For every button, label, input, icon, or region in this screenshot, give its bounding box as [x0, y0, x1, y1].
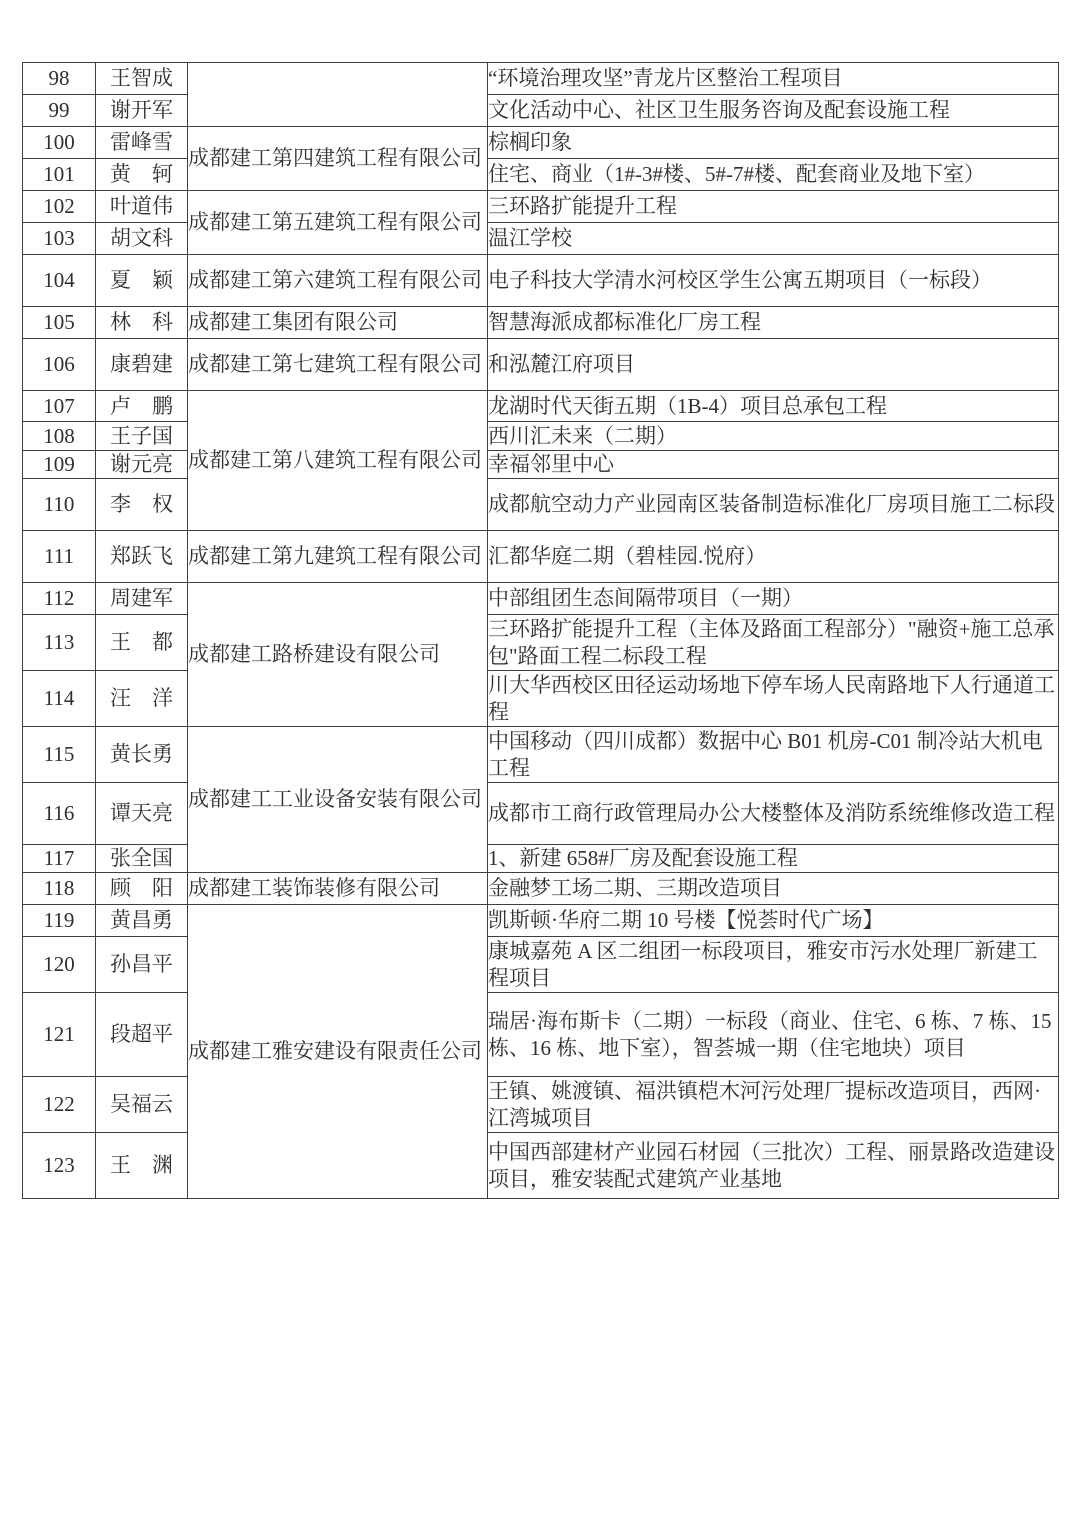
person-name-cell: 李 权	[96, 479, 188, 531]
project-name-cell: 王镇、姚渡镇、福洪镇桤木河污处理厂提标改造项目，西网·江湾城项目	[488, 1077, 1059, 1133]
table-row	[23, 615, 1059, 671]
table-row	[23, 1077, 1059, 1133]
person-name-cell: 林 科	[96, 307, 188, 339]
row-number-cell: 117	[23, 845, 96, 873]
project-name-cell: 智慧海派成都标准化厂房工程	[488, 307, 1059, 339]
row-number-cell: 113	[23, 615, 96, 671]
person-name-cell: 王 都	[96, 615, 188, 671]
company-name-cell: 成都建工第九建筑工程有限公司	[188, 531, 488, 583]
projects-table	[22, 62, 1059, 1199]
person-name-cell: 卢 鹏	[96, 391, 188, 422]
project-name-cell: 文化活动中心、社区卫生服务咨询及配套设施工程	[488, 95, 1059, 127]
person-name-cell: 康碧建	[96, 339, 188, 391]
table-row	[23, 339, 1059, 391]
table-row	[23, 783, 1059, 845]
row-number-cell: 119	[23, 905, 96, 937]
project-name-cell: 温江学校	[488, 223, 1059, 255]
table-row	[23, 223, 1059, 255]
person-name-cell: 顾 阳	[96, 873, 188, 905]
company-name-cell: 成都建工第八建筑工程有限公司	[188, 391, 488, 531]
table-row	[23, 307, 1059, 339]
table-row	[23, 255, 1059, 307]
row-number-cell: 111	[23, 531, 96, 583]
project-name-cell: 西川汇未来（二期）	[488, 422, 1059, 451]
table-row	[23, 451, 1059, 479]
row-number-cell: 112	[23, 583, 96, 615]
project-name-cell: 汇都华庭二期（碧桂园.悦府）	[488, 531, 1059, 583]
project-name-cell: 龙湖时代天街五期（1B-4）项目总承包工程	[488, 391, 1059, 422]
project-name-cell: 电子科技大学清水河校区学生公寓五期项目（一标段）	[488, 255, 1059, 307]
project-name-cell: 幸福邻里中心	[488, 451, 1059, 479]
person-name-cell: 汪 洋	[96, 671, 188, 727]
person-name-cell: 王子国	[96, 422, 188, 451]
project-name-cell: 棕榈印象	[488, 127, 1059, 159]
project-name-cell: 中国移动（四川成都）数据中心 B01 机房-C01 制冷站大机电工程	[488, 727, 1059, 783]
project-name-cell: 中部组团生态间隔带项目（一期）	[488, 583, 1059, 615]
company-name-cell: 成都建工集团有限公司	[188, 307, 488, 339]
row-number-cell: 102	[23, 191, 96, 223]
row-number-cell: 103	[23, 223, 96, 255]
table-row	[23, 63, 1059, 95]
person-name-cell: 周建军	[96, 583, 188, 615]
person-name-cell: 雷峰雪	[96, 127, 188, 159]
row-number-cell: 110	[23, 479, 96, 531]
person-name-cell: 黄昌勇	[96, 905, 188, 937]
row-number-cell: 104	[23, 255, 96, 307]
person-name-cell: 王智成	[96, 63, 188, 95]
person-name-cell: 谢元亮	[96, 451, 188, 479]
person-name-cell: 黄 轲	[96, 159, 188, 191]
project-name-cell: 成都市工商行政管理局办公大楼整体及消防系统维修改造工程	[488, 783, 1059, 845]
row-number-cell: 98	[23, 63, 96, 95]
company-name-cell: 成都建工雅安建设有限责任公司	[188, 905, 488, 1199]
project-name-cell: 川大华西校区田径运动场地下停车场人民南路地下人行通道工程	[488, 671, 1059, 727]
project-name-cell: 康城嘉苑 A 区二组团一标段项目，雅安市污水处理厂新建工程项目	[488, 937, 1059, 993]
row-number-cell: 114	[23, 671, 96, 727]
company-name-cell: 成都建工第七建筑工程有限公司	[188, 339, 488, 391]
table-row	[23, 95, 1059, 127]
company-name-cell: 成都建工第六建筑工程有限公司	[188, 255, 488, 307]
person-name-cell: 谢开军	[96, 95, 188, 127]
row-number-cell: 121	[23, 993, 96, 1077]
row-number-cell: 108	[23, 422, 96, 451]
table-row	[23, 191, 1059, 223]
person-name-cell: 段超平	[96, 993, 188, 1077]
person-name-cell: 张全国	[96, 845, 188, 873]
person-name-cell: 谭天亮	[96, 783, 188, 845]
person-name-cell: 吴福云	[96, 1077, 188, 1133]
row-number-cell: 123	[23, 1133, 96, 1199]
table-row	[23, 671, 1059, 727]
project-name-cell: 凯斯顿·华府二期 10 号楼【悦荟时代广场】	[488, 905, 1059, 937]
table-row	[23, 583, 1059, 615]
table-row	[23, 531, 1059, 583]
project-name-cell: 和泓麓江府项目	[488, 339, 1059, 391]
company-name-cell: 成都建工第五建筑工程有限公司	[188, 191, 488, 255]
table-row	[23, 479, 1059, 531]
row-number-cell: 115	[23, 727, 96, 783]
table-row	[23, 391, 1059, 422]
table-row	[23, 127, 1059, 159]
row-number-cell: 105	[23, 307, 96, 339]
table-row	[23, 993, 1059, 1077]
project-name-cell: 三环路扩能提升工程	[488, 191, 1059, 223]
table-row	[23, 905, 1059, 937]
row-number-cell: 99	[23, 95, 96, 127]
company-name-cell: 成都建工路桥建设有限公司	[188, 583, 488, 727]
table-body	[23, 63, 1059, 1199]
row-number-cell: 118	[23, 873, 96, 905]
row-number-cell: 101	[23, 159, 96, 191]
project-name-cell: “环境治理攻坚”青龙片区整治工程项目	[488, 63, 1059, 95]
person-name-cell: 胡文科	[96, 223, 188, 255]
table-row	[23, 937, 1059, 993]
project-name-cell: 1、新建 658#厂房及配套设施工程	[488, 845, 1059, 873]
project-name-cell: 金融梦工场二期、三期改造项目	[488, 873, 1059, 905]
person-name-cell: 郑跃飞	[96, 531, 188, 583]
project-name-cell: 三环路扩能提升工程（主体及路面工程部分）"融资+施工总承包"路面工程二标段工程	[488, 615, 1059, 671]
company-name-cell: 成都建工第四建筑工程有限公司	[188, 127, 488, 191]
table-row	[23, 727, 1059, 783]
row-number-cell: 109	[23, 451, 96, 479]
row-number-cell: 122	[23, 1077, 96, 1133]
company-name-cell: 成都建工工业设备安装有限公司	[188, 727, 488, 873]
row-number-cell: 100	[23, 127, 96, 159]
row-number-cell: 120	[23, 937, 96, 993]
row-number-cell: 116	[23, 783, 96, 845]
person-name-cell: 黄长勇	[96, 727, 188, 783]
project-name-cell: 住宅、商业（1#-3#楼、5#-7#楼、配套商业及地下室）	[488, 159, 1059, 191]
table-row	[23, 873, 1059, 905]
person-name-cell: 王 渊	[96, 1133, 188, 1199]
table-row	[23, 422, 1059, 451]
person-name-cell: 孙昌平	[96, 937, 188, 993]
row-number-cell: 107	[23, 391, 96, 422]
person-name-cell: 叶道伟	[96, 191, 188, 223]
table-row	[23, 159, 1059, 191]
person-name-cell: 夏 颖	[96, 255, 188, 307]
row-number-cell: 106	[23, 339, 96, 391]
project-name-cell: 成都航空动力产业园南区装备制造标准化厂房项目施工二标段	[488, 479, 1059, 531]
table-row	[23, 845, 1059, 873]
company-name-cell	[188, 63, 488, 127]
table-row	[23, 1133, 1059, 1199]
project-name-cell: 中国西部建材产业园石材园（三批次）工程、丽景路改造建设项目，雅安装配式建筑产业基地	[488, 1133, 1059, 1199]
project-name-cell: 瑞居·海布斯卡（二期）一标段（商业、住宅、6 栋、7 栋、15 栋、16 栋、地下室），智荟城一期（住宅地块）项目	[488, 993, 1059, 1077]
company-name-cell: 成都建工装饰装修有限公司	[188, 873, 488, 905]
